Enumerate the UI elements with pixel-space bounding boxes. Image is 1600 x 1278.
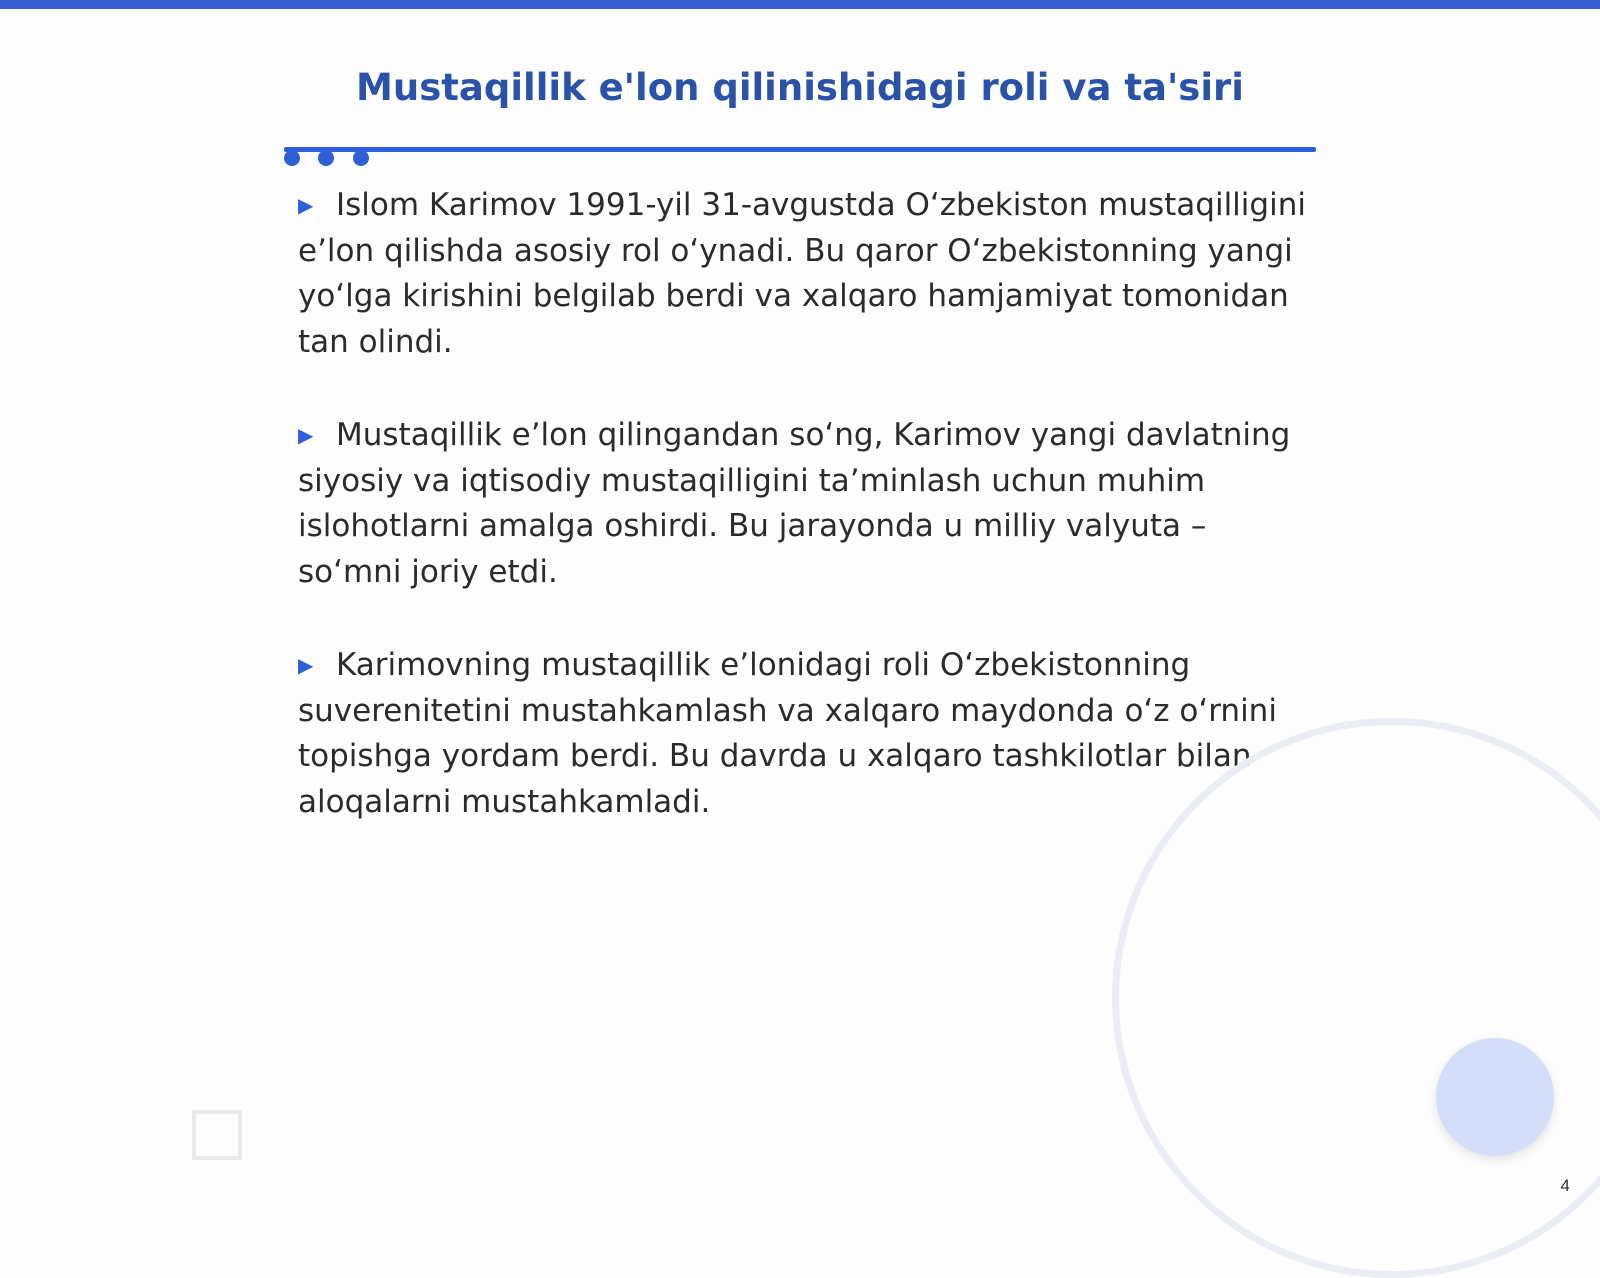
decorative-dot-3 [353,150,369,166]
bullet-paragraph-2 [298,413,1318,595]
bullet-text-3: Karimovning mustaqillik e’lonidagi roli O‘zbekistonning suverenitetini mustahkamlash va xalqaro maydonda o‘z o‘rnini topishga yordam berdi. Bu davrda u xalqaro tashkilotlar bilan aloqalarni mustahkamladi. [298,647,1277,820]
bullet-paragraph-1 [298,183,1318,365]
decorative-dot-1 [284,150,300,166]
slide-title: Mustaqillik e'lon qilinishidagi roli va ta'siri [356,66,1244,109]
bullet-text-1: Islom Karimov 1991-yil 31-avgustda O‘zbekiston mustaqilligini e’lon qilishda asosiy rol o‘ynadi. Bu qaror O‘zbekistonning yangi yo‘lga kirishini belgilab berdi va xalqaro hamjamiyat tomonidan tan olindi. [298,187,1306,360]
bullet-arrow-icon: ▶ [298,653,314,677]
top-accent-bar [0,0,1600,9]
bullet-arrow-icon: ▶ [298,423,314,447]
decorative-dot-2 [318,150,334,166]
bullet-text-2: Mustaqillik e’lon qilingandan so‘ng, Karimov yangi davlatning siyosiy va iqtisodiy mustaqilligini ta’minlash uchun muhim islohotlarni amalga oshirdi. Bu jarayonda u milliy valyuta – so‘mni joriy etdi. [298,417,1291,590]
page-number: 4 [1560,1176,1570,1195]
bullet-paragraph-3 [298,643,1318,825]
decorative-circle [1436,1038,1554,1156]
title-underline [284,147,1316,152]
decorative-square [192,1110,242,1160]
bullet-list [298,183,1318,873]
bullet-arrow-icon: ▶ [298,193,314,217]
